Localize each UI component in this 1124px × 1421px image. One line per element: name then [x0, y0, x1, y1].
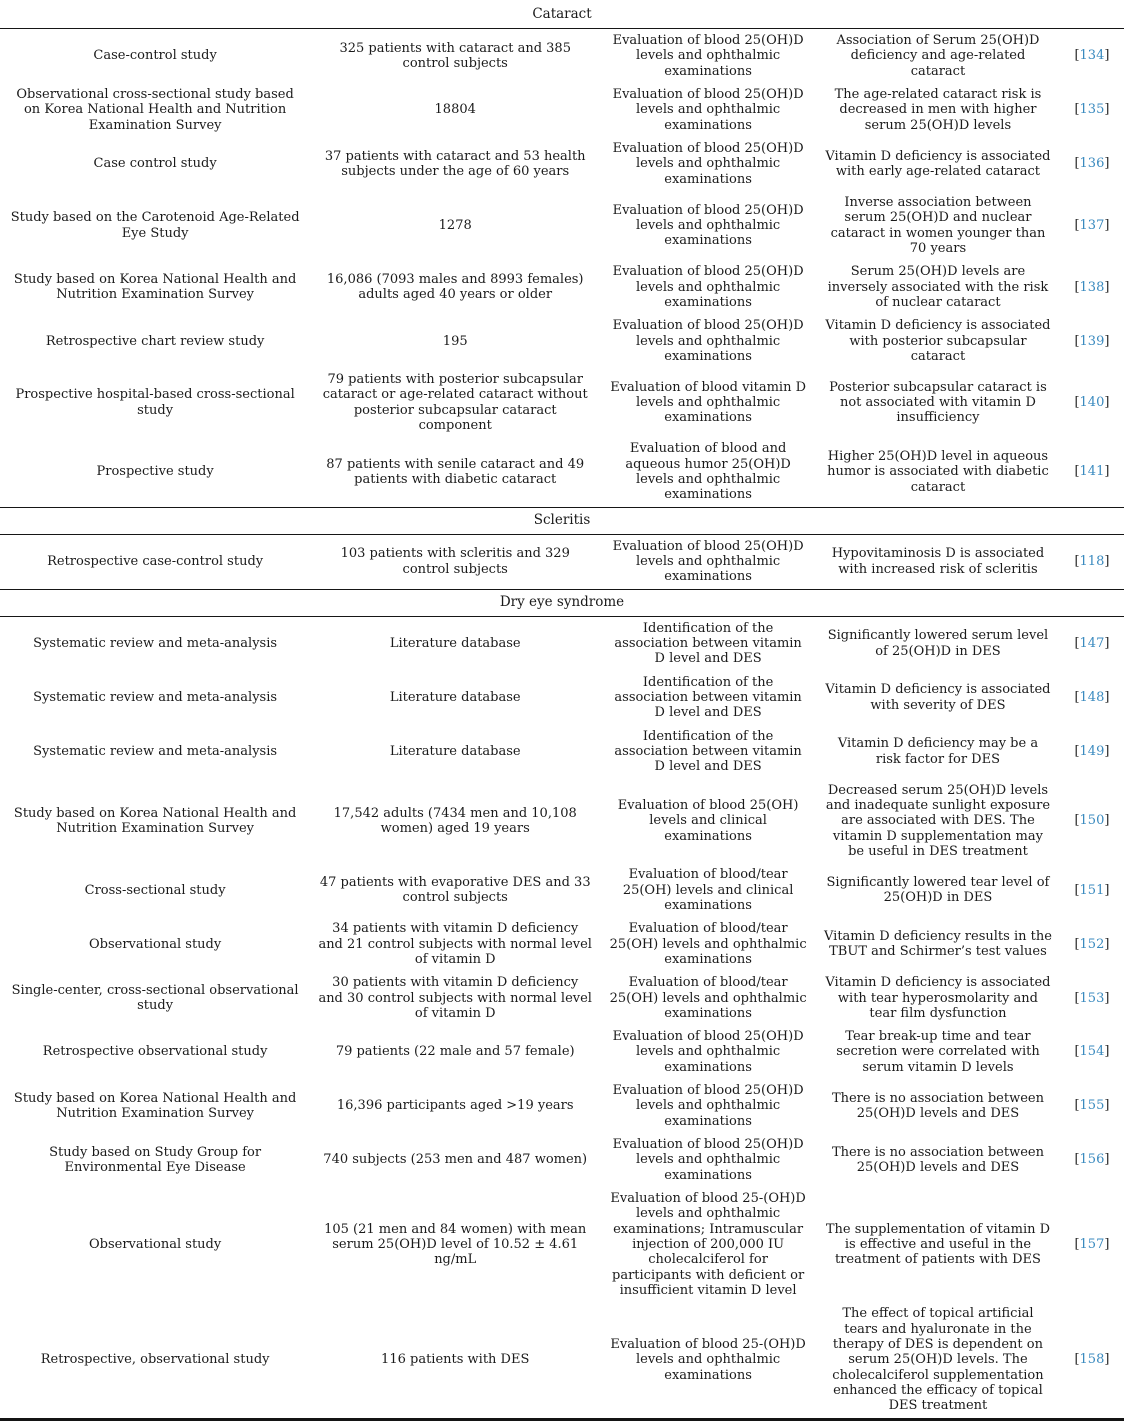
citation-bracket-close: ] — [1104, 554, 1110, 570]
study-type-cell: Observational study — [89, 1237, 222, 1253]
citation-bracket-open: [ — [1074, 156, 1080, 172]
evaluation-cell: Evaluation of blood and aqueous humor 25(OH)D levels and ophthalmic examinations — [625, 441, 791, 503]
table-row — [0, 671, 1124, 725]
citation-number: 149 — [1079, 743, 1105, 759]
study-type-cell: Observational study — [89, 936, 222, 952]
evaluation-cell: Evaluation of blood 25(OH)D levels and ophthalmic examinations — [612, 202, 804, 249]
citation-link[interactable] — [1074, 156, 1109, 171]
citation-link[interactable] — [1074, 1044, 1109, 1059]
outcome-cell: Inverse association between serum 25(OH)D and nuclear cataract in women younger than 70 years — [830, 194, 1046, 256]
subjects-cell: Literature database — [389, 743, 521, 759]
subjects-cell: Literature database — [389, 635, 521, 651]
citation-bracket-open: [ — [1074, 217, 1080, 233]
study-table-body — [0, 2, 1124, 1419]
citation-bracket-open: [ — [1074, 813, 1080, 829]
subjects-cell: 103 patients with scleritis and 329 control subjects — [340, 546, 570, 577]
citation-bracket-open: [ — [1074, 279, 1080, 295]
citation-number: 156 — [1079, 1152, 1105, 1168]
reference-cell — [1060, 1302, 1124, 1419]
citation-link[interactable] — [1074, 102, 1109, 117]
reference-cell — [1060, 917, 1124, 971]
reference-cell — [1060, 191, 1124, 260]
citation-bracket-open: [ — [1074, 882, 1080, 898]
citation-link[interactable] — [1074, 334, 1109, 349]
citation-bracket-open: [ — [1074, 936, 1080, 952]
table-row — [0, 314, 1124, 368]
citation-number: 150 — [1079, 813, 1105, 829]
citation-bracket-open: [ — [1074, 102, 1080, 118]
citation-number: 148 — [1079, 689, 1105, 705]
citation-link[interactable] — [1074, 218, 1109, 233]
citation-number: 155 — [1079, 1098, 1105, 1114]
study-type-cell: Prospective hospital-based cross-sectional study — [15, 387, 295, 418]
table-row — [0, 83, 1124, 137]
evaluation-cell: Evaluation of blood 25(OH)D levels and ophthalmic examinations — [612, 318, 804, 364]
citation-bracket-open: [ — [1074, 395, 1080, 411]
citation-bracket-close: ] — [1104, 464, 1110, 480]
citation-number: 137 — [1079, 217, 1105, 233]
citation-number: 138 — [1079, 279, 1105, 295]
outcome-cell: There is no association between 25(OH)D levels and DES — [831, 1144, 1044, 1176]
table-row — [0, 191, 1124, 260]
outcome-cell: Vitamin D deficiency results in the TBUT and Schirmer’s test values — [824, 928, 1052, 960]
study-type-cell: Cross-sectional study — [84, 882, 226, 898]
subjects-cell: 79 patients with posterior subcapsular cataract or age-related cataract without posterior subcapsular cataract component — [322, 372, 588, 434]
evaluation-cell: Evaluation of blood 25(OH) levels and clinical examinations — [617, 797, 799, 844]
study-type-cell: Retrospective chart review study — [45, 333, 265, 349]
table-row — [0, 1025, 1124, 1079]
outcome-cell: Tear break-up time and tear secretion were correlated with serum vitamin D levels — [836, 1029, 1040, 1075]
subjects-cell: 195 — [442, 333, 468, 349]
outcome-cell: Significantly lowered serum level of 25(OH)D in DES — [827, 628, 1049, 659]
citation-bracket-open: [ — [1074, 743, 1080, 759]
evaluation-cell: Evaluation of blood/tear 25(OH) levels and clinical examinations — [622, 867, 794, 913]
citation-bracket-close: ] — [1104, 217, 1110, 233]
citation-bracket-close: ] — [1104, 156, 1110, 172]
citation-link[interactable] — [1074, 1152, 1109, 1167]
citation-link[interactable] — [1074, 1352, 1109, 1367]
citation-bracket-close: ] — [1104, 333, 1110, 349]
outcome-cell: Vitamin D deficiency may be a risk factor for DES — [837, 736, 1039, 767]
citation-bracket-open: [ — [1074, 1098, 1080, 1114]
evaluation-cell: Evaluation of blood 25(OH)D levels and ophthalmic examinations — [612, 538, 804, 585]
citation-link[interactable] — [1074, 395, 1109, 410]
reference-cell — [1060, 971, 1124, 1025]
citation-number: 158 — [1079, 1352, 1105, 1368]
evaluation-cell: Identification of the association between vitamin D level and DES — [614, 620, 802, 667]
citation-number: 134 — [1079, 48, 1105, 64]
subjects-cell: 16,396 participants aged >19 years — [336, 1098, 574, 1114]
subjects-cell: 30 patients with vitamin D deficiency and 30 control subjects with normal level of vitamin D — [318, 975, 592, 1021]
table-row — [0, 616, 1124, 670]
citation-bracket-close: ] — [1104, 102, 1110, 118]
citation-bracket-open: [ — [1074, 1237, 1080, 1253]
citation-bracket-open: [ — [1074, 48, 1080, 64]
citation-bracket-open: [ — [1074, 1044, 1080, 1060]
table-row — [0, 971, 1124, 1025]
citation-bracket-close: ] — [1104, 990, 1110, 1006]
outcome-cell: There is no association between 25(OH)D levels and DES — [831, 1090, 1044, 1122]
reference-cell — [1060, 260, 1124, 314]
study-type-cell: Case-control study — [93, 48, 217, 64]
reference-cell — [1060, 1025, 1124, 1079]
citation-bracket-close: ] — [1104, 1098, 1110, 1114]
reference-cell — [1060, 616, 1124, 670]
citation-number: 141 — [1079, 464, 1105, 480]
reference-cell — [1060, 368, 1124, 437]
citation-link[interactable] — [1074, 1237, 1109, 1252]
citation-bracket-open: [ — [1074, 464, 1080, 480]
citation-number: 135 — [1079, 102, 1105, 118]
outcome-cell: Decreased serum 25(OH)D levels and inadequate sunlight exposure are associated with DES. The vitamin D supplementation may be useful in DES treatment — [825, 782, 1051, 859]
citation-bracket-open: [ — [1074, 1352, 1080, 1368]
study-type-cell: Systematic review and meta-analysis — [33, 689, 278, 705]
citation-number: 151 — [1079, 882, 1105, 898]
outcome-cell: Association of Serum 25(OH)D deficiency and age-related cataract — [836, 32, 1040, 79]
table-row — [0, 1133, 1124, 1187]
citation-number: 140 — [1079, 395, 1105, 411]
study-type-cell: Case control study — [93, 156, 217, 172]
outcome-cell: Vitamin D deficiency is associated with severity of DES — [825, 682, 1051, 713]
study-type-cell: Study based on Korea National Health and Nutrition Examination Survey — [13, 1090, 297, 1122]
citation-number: 152 — [1079, 936, 1105, 952]
reference-cell — [1060, 1187, 1124, 1302]
reference-cell — [1060, 671, 1124, 725]
outcome-cell: Significantly lowered tear level of 25(OH)D in DES — [826, 874, 1050, 906]
subjects-cell: 18804 — [434, 102, 476, 118]
table-row — [0, 779, 1124, 864]
citation-bracket-close: ] — [1104, 813, 1110, 829]
study-type-cell: Retrospective case-control study — [47, 554, 264, 570]
study-type-cell: Study based on the Carotenoid Age-Related Eye Study — [10, 210, 300, 241]
citation-link[interactable] — [1074, 690, 1109, 705]
citation-bracket-close: ] — [1104, 635, 1110, 651]
reference-cell — [1060, 1133, 1124, 1187]
citation-number: 157 — [1079, 1237, 1105, 1253]
citation-bracket-open: [ — [1074, 554, 1080, 570]
reference-cell — [1060, 863, 1124, 917]
citation-bracket-open: [ — [1074, 635, 1080, 651]
subjects-cell: 47 patients with evaporative DES and 33 control subjects — [319, 874, 591, 906]
table-row — [0, 725, 1124, 779]
outcome-cell: The supplementation of vitamin D is effective and useful in the treatment of patients with DES — [825, 1221, 1051, 1268]
study-type-cell: Systematic review and meta-analysis — [33, 635, 278, 651]
citation-bracket-open: [ — [1074, 689, 1080, 705]
table-row — [0, 28, 1124, 82]
outcome-cell: The age-related cataract risk is decreased in men with higher serum 25(OH)D levels — [834, 86, 1042, 133]
reference-cell — [1060, 83, 1124, 137]
table-row — [0, 534, 1124, 589]
citation-number: 154 — [1079, 1044, 1105, 1060]
reference-cell — [1060, 314, 1124, 368]
citation-link[interactable] — [1074, 1098, 1109, 1113]
section-header-row — [0, 507, 1124, 534]
table-row — [0, 863, 1124, 917]
evaluation-cell: Evaluation of blood 25-(OH)D levels and ophthalmic examinations; Intramuscular injection of 200,000 IU cholecalciferol for participants with deficient or insufficient vitamin D level — [610, 1191, 806, 1299]
citation-bracket-open: [ — [1074, 1152, 1080, 1168]
subjects-cell: 740 subjects (253 men and 487 women) — [323, 1152, 588, 1168]
outcome-cell: Vitamin D deficiency is associated with tear hyperosmolarity and tear film dysfunction — [825, 975, 1051, 1021]
outcome-cell: Hypovitaminosis D is associated with increased risk of scleritis — [831, 546, 1045, 577]
evaluation-cell: Evaluation of blood vitamin D levels and ophthalmic examinations — [610, 379, 807, 426]
reference-cell — [1060, 534, 1124, 589]
evaluation-cell: Evaluation of blood 25(OH)D levels and ophthalmic examinations — [612, 1083, 804, 1129]
outcome-cell: Vitamin D deficiency is associated with early age-related cataract — [825, 148, 1051, 179]
study-type-cell: Single-center, cross-sectional observational study — [11, 982, 299, 1014]
citation-bracket-close: ] — [1104, 48, 1110, 64]
table-row — [0, 437, 1124, 507]
citation-bracket-close: ] — [1104, 882, 1110, 898]
outcome-cell: The effect of topical artificial tears and hyaluronate in the therapy of DES is dependent on serum 25(OH)D levels. The cholecalciferol supplementation enhanced the efficacy of topical DES treatment — [832, 1306, 1044, 1414]
citation-link[interactable] — [1074, 464, 1109, 479]
table-row — [0, 260, 1124, 314]
evaluation-cell: Evaluation of blood 25(OH)D levels and ophthalmic examinations — [612, 86, 804, 133]
subjects-cell: 37 patients with cataract and 53 health subjects under the age of 60 years — [324, 148, 586, 179]
evaluation-cell: Evaluation of blood 25(OH)D levels and ophthalmic examinations — [612, 32, 804, 79]
reference-cell — [1060, 779, 1124, 864]
citation-number: 153 — [1079, 990, 1105, 1006]
citation-number: 136 — [1079, 156, 1105, 172]
outcome-cell: Posterior subcapsular cataract is not associated with vitamin D insufficiency — [829, 379, 1047, 426]
citation-bracket-close: ] — [1104, 1152, 1110, 1168]
citation-bracket-open: [ — [1074, 333, 1080, 349]
study-type-cell: Study based on Korea National Health and Nutrition Examination Survey — [13, 271, 297, 303]
outcome-cell: Serum 25(OH)D levels are inversely associated with the risk of nuclear cataract — [827, 264, 1049, 310]
citation-bracket-close: ] — [1104, 279, 1110, 295]
citation-link[interactable] — [1074, 937, 1109, 952]
subjects-cell: 105 (21 men and 84 women) with mean serum 25(OH)D level of 10.52 ± 4.61 ng/mL — [324, 1221, 587, 1268]
evaluation-cell: Evaluation of blood 25-(OH)D levels and ophthalmic examinations — [610, 1337, 806, 1383]
citation-link[interactable] — [1074, 744, 1109, 759]
section-title: Scleritis — [0, 507, 1124, 534]
table-row — [0, 1302, 1124, 1419]
outcome-cell: Higher 25(OH)D level in aqueous humor is associated with diabetic cataract — [827, 449, 1049, 495]
section-header-row — [0, 2, 1124, 28]
study-type-cell: Study based on Korea National Health and Nutrition Examination Survey — [13, 805, 297, 836]
table-row — [0, 368, 1124, 437]
study-type-cell: Observational cross-sectional study based on Korea National Health and Nutrition Examination Survey — [16, 86, 294, 133]
reference-cell — [1060, 437, 1124, 507]
study-type-cell: Study based on Study Group for Environmental Eye Disease — [49, 1144, 262, 1176]
reference-cell — [1060, 1079, 1124, 1133]
study-type-cell: Systematic review and meta-analysis — [33, 743, 278, 759]
subjects-cell: 79 patients (22 male and 57 female) — [335, 1044, 575, 1060]
table-row — [0, 1187, 1124, 1302]
study-type-cell: Retrospective, observational study — [40, 1352, 270, 1368]
subjects-cell: 87 patients with senile cataract and 49 patients with diabetic cataract — [326, 456, 585, 488]
citation-bracket-close: ] — [1104, 689, 1110, 705]
citation-number: 118 — [1079, 554, 1105, 570]
citation-bracket-close: ] — [1104, 1044, 1110, 1060]
citation-number: 139 — [1079, 333, 1105, 349]
evaluation-cell: Evaluation of blood 25(OH)D levels and ophthalmic examinations — [612, 264, 804, 310]
evaluation-cell: Evaluation of blood 25(OH)D levels and ophthalmic examinations — [612, 1137, 804, 1183]
citation-bracket-close: ] — [1104, 1352, 1110, 1368]
subjects-cell: 34 patients with vitamin D deficiency and 21 control subjects with normal level of vitamin D — [318, 921, 592, 967]
evaluation-cell: Evaluation of blood/tear 25(OH) levels and ophthalmic examinations — [609, 921, 807, 967]
citation-bracket-close: ] — [1104, 936, 1110, 952]
reference-cell — [1060, 137, 1124, 191]
citation-link[interactable] — [1074, 280, 1109, 295]
reference-cell — [1060, 725, 1124, 779]
citation-link[interactable] — [1074, 883, 1109, 898]
study-table — [0, 2, 1124, 1421]
reference-cell — [1060, 28, 1124, 82]
table-row — [0, 137, 1124, 191]
study-type-cell: Retrospective observational study — [42, 1044, 268, 1060]
citation-link[interactable] — [1074, 636, 1109, 651]
citation-bracket-close: ] — [1104, 743, 1110, 759]
evaluation-cell: Identification of the association between vitamin D level and DES — [614, 674, 802, 721]
evaluation-cell: Evaluation of blood/tear 25(OH) levels and ophthalmic examinations — [609, 975, 807, 1021]
subjects-cell: 16,086 (7093 males and 8993 females) adults aged 40 years or older — [326, 271, 584, 303]
table-row — [0, 1079, 1124, 1133]
subjects-cell: 1278 — [438, 217, 472, 233]
citation-bracket-open: [ — [1074, 990, 1080, 1006]
study-type-cell: Prospective study — [96, 464, 214, 480]
section-header-row — [0, 589, 1124, 616]
outcome-cell: Vitamin D deficiency is associated with posterior subcapsular cataract — [825, 318, 1051, 364]
citation-link[interactable] — [1074, 813, 1109, 828]
section-title: Cataract — [0, 2, 1124, 28]
citation-bracket-close: ] — [1104, 1237, 1110, 1253]
citation-link[interactable] — [1074, 48, 1109, 63]
citation-link[interactable] — [1074, 554, 1109, 569]
citation-number: 147 — [1079, 635, 1105, 651]
subjects-cell: 116 patients with DES — [381, 1352, 530, 1368]
citation-link[interactable] — [1074, 991, 1109, 1006]
subjects-cell: 325 patients with cataract and 385 control subjects — [339, 40, 571, 71]
subjects-cell: 17,542 adults (7434 men and 10,108 women) aged 19 years — [333, 805, 577, 836]
evaluation-cell: Identification of the association between vitamin D level and DES — [614, 728, 802, 775]
subjects-cell: Literature database — [389, 689, 521, 705]
table-row — [0, 917, 1124, 971]
citation-bracket-close: ] — [1104, 395, 1110, 411]
evaluation-cell: Evaluation of blood 25(OH)D levels and ophthalmic examinations — [612, 1029, 804, 1075]
evaluation-cell: Evaluation of blood 25(OH)D levels and ophthalmic examinations — [612, 140, 804, 187]
section-title: Dry eye syndrome — [0, 589, 1124, 616]
